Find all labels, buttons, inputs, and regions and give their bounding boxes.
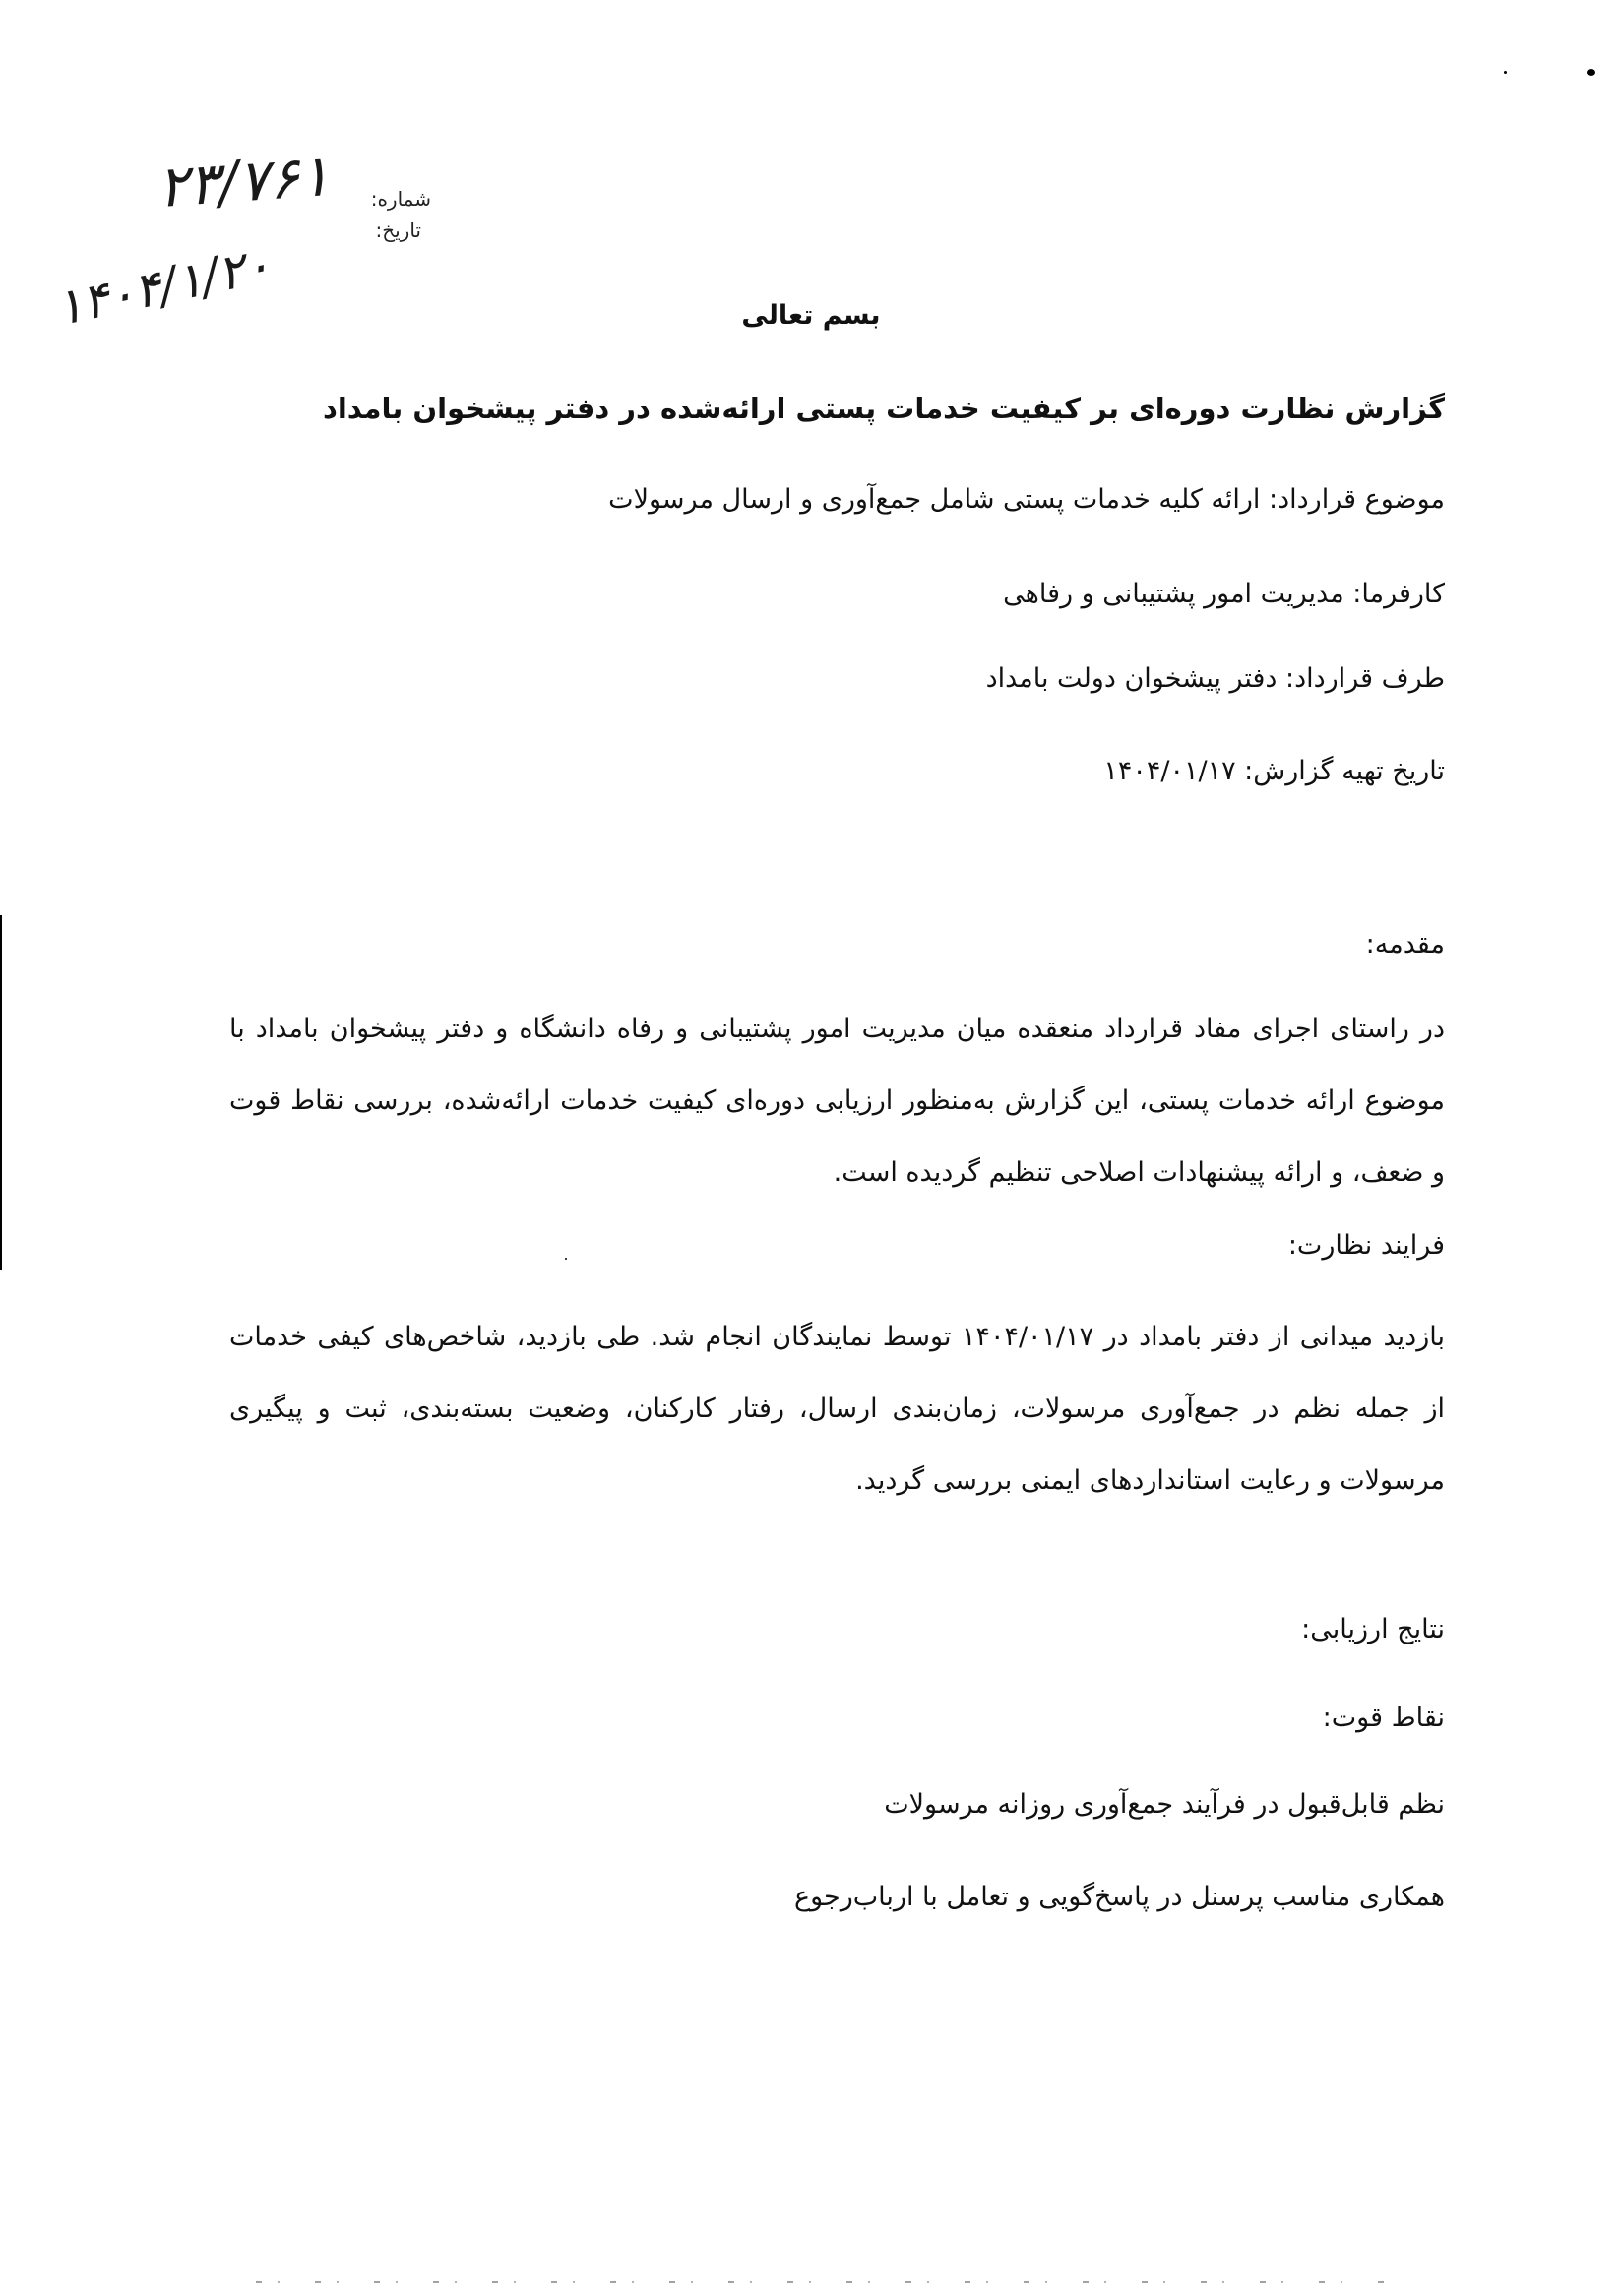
strengths-heading: نقاط قوت: [1322, 1703, 1445, 1733]
handwritten-date: ۱۴۰۴/۱/۲۰ [50, 235, 277, 338]
number-label: شماره: [370, 187, 431, 211]
process-paragraph: بازدید میدانی از دفتر بامداد در ۱۴۰۴/۰۱/۱۷ توسط نمایندگان انجام شد. طی بازدید، شاخص‌های کیفی خدمات از جمله نظم در جمع‌آوری مرسولات، زمان‌بندی ارسال، رفتار کارکنان، وضعیت بسته‌بندی، ثبت و پیگیری مرسولات و رعایت استانداردهای ایمنی بررسی گردید. [229, 1322, 1445, 1496]
date-label: تاریخ: [375, 218, 421, 242]
intro-paragraph: در راستای اجرای مفاد قرارداد منعقده میان مدیریت امور پشتیبانی و رفاه دانشگاه و دفتر پیشخوان بامداد با موضوع ارائه خدمات پستی، این گزارش به‌منظور ارزیابی دوره‌ای کیفیت خدمات ارائه‌شده، بررسی نقاط قوت و ضعف، و ارائه پیشنهادات اصلاحی تنظیم گردیده است. [229, 1014, 1445, 1188]
intro-heading: مقدمه: [1365, 929, 1445, 960]
report-title: گزارش نظارت دوره‌ای بر کیفیت خدمات پستی ارائه‌شده در دفتر پیشخوان بامداد [322, 392, 1445, 425]
contract-subject: موضوع قرارداد: ارائه کلیه خدمات پستی شامل جمع‌آوری و ارسال مرسولات [608, 484, 1445, 515]
scan-footer-noise [256, 2281, 1388, 2283]
strength-item: همکاری مناسب پرسنل در پاسخ‌گویی و تعامل با ارباب‌رجوع [793, 1882, 1445, 1912]
employer: کارفرما: مدیریت امور پشتیبانی و رفاهی [1003, 579, 1445, 609]
bismillah: بسم تعالی [741, 300, 881, 331]
results-heading: نتایج ارزیابی: [1301, 1614, 1445, 1644]
process-heading: فرایند نظارت: [1287, 1230, 1445, 1261]
scan-edge-line [0, 915, 2, 1270]
report-date: تاریخ تهیه گزارش: ۱۴۰۴/۰۱/۱۷ [1103, 756, 1445, 786]
strength-item: نظم قابل‌قبول در فرآیند جمع‌آوری روزانه مرسولات [884, 1789, 1445, 1820]
scan-speck [1504, 71, 1507, 74]
scan-speck [1587, 69, 1595, 76]
handwritten-number: ۲۳/۷۶۱ [155, 141, 333, 221]
contract-party: طرف قرارداد: دفتر پیشخوان دولت بامداد [985, 663, 1445, 694]
